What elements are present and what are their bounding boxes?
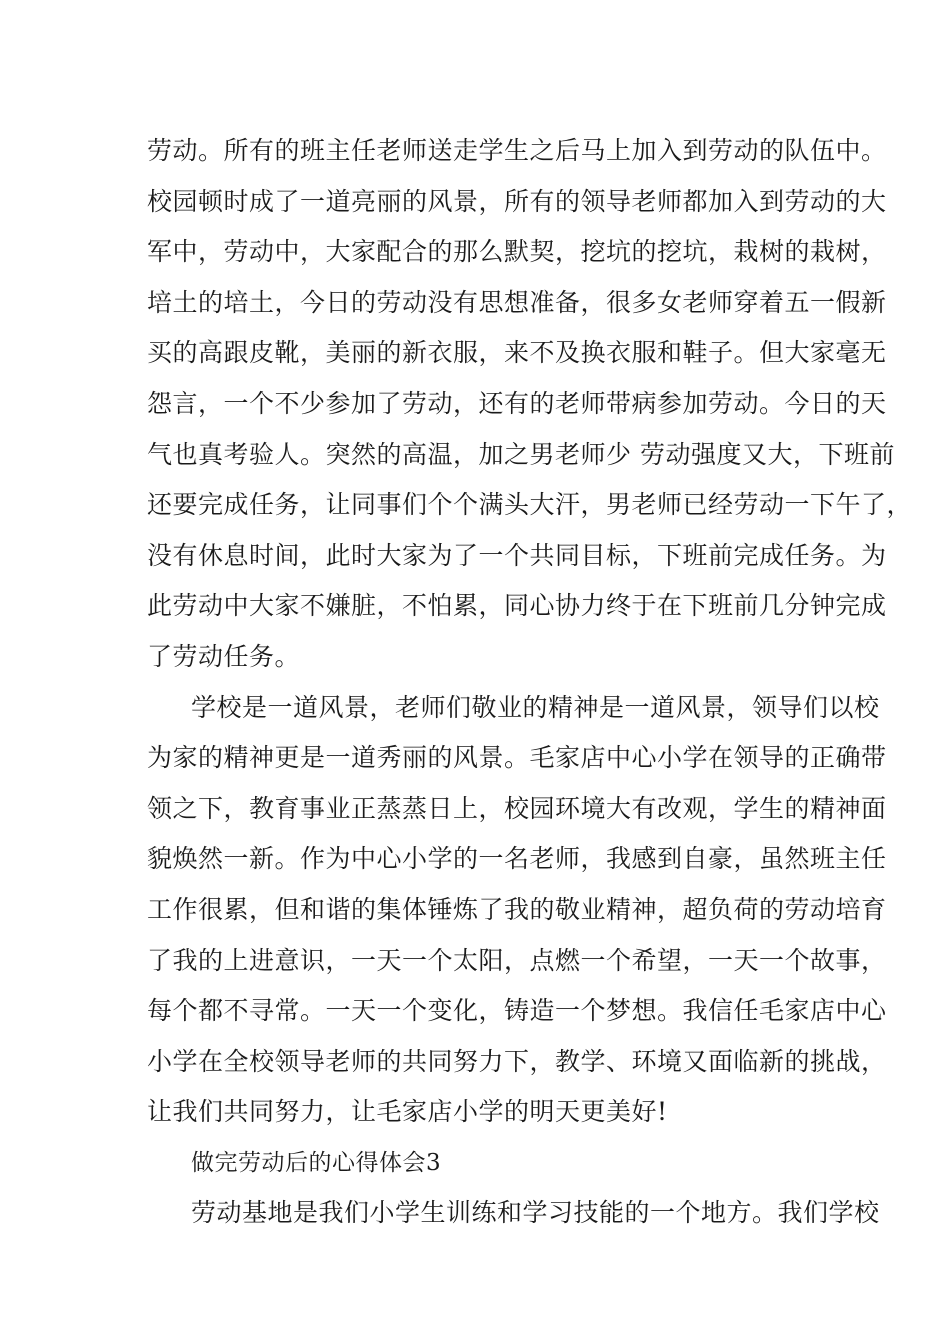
text-line: 貌焕然一新。作为中心小学的一名老师，我感到自豪，虽然班主任 bbox=[147, 844, 887, 874]
text-line: 买的高跟皮靴，美丽的新衣服，来不及换衣服和鞋子。但大家毫无 bbox=[147, 338, 887, 368]
text-line: 怨言，一个不少参加了劳动，还有的老师带病参加劳动。今日的天 bbox=[147, 388, 887, 418]
text-line: 还要完成任务，让同事们个个满头大汗，男老师已经劳动一下午了， bbox=[147, 490, 913, 520]
text-line: 让我们共同努力，让毛家店小学的明天更美好! bbox=[147, 1097, 668, 1127]
text-line: 领之下，教育事业正蒸蒸日上，校园环境大有改观，学生的精神面 bbox=[147, 793, 887, 823]
text-line: 每个都不寻常。一天一个变化，铸造一个梦想。我信任毛家店中心 bbox=[147, 996, 887, 1026]
text-line: 校园顿时成了一道亮丽的风景，所有的领导老师都加入到劳动的大 bbox=[147, 186, 887, 216]
text-line: 学校是一道风景，老师们敬业的精神是一道风景，领导们以校 bbox=[191, 692, 880, 722]
text-line: 此劳动中大家不嫌脏，不怕累，同心协力终于在下班前几分钟完成 bbox=[147, 591, 887, 621]
text-line: 劳动。所有的班主任老师送走学生之后马上加入到劳动的队伍中。 bbox=[147, 136, 887, 165]
paragraph-3 bbox=[147, 1188, 880, 1239]
paragraph-2 bbox=[147, 683, 887, 1138]
text-line: 为家的精神更是一道秀丽的风景。毛家店中心小学在领导的正确带 bbox=[147, 743, 887, 773]
text-line: 劳动基地是我们小学生训练和学习技能的一个地方。我们学校 bbox=[191, 1198, 880, 1228]
text-line: 了我的上进意识，一天一个太阳，点燃一个希望，一天一个故事， bbox=[147, 945, 887, 975]
text-line: 培土的培土，今日的劳动没有思想准备，很多女老师穿着五一假新 bbox=[147, 287, 887, 317]
text-line: 没有休息时间，此时大家为了一个共同目标，下班前完成任务。为 bbox=[147, 540, 887, 570]
text-line: 了劳动任务。 bbox=[147, 641, 301, 671]
paragraph-1 bbox=[147, 126, 913, 683]
text-line: 军中，劳动中，大家配合的那么默契，挖坑的挖坑，栽树的栽树， bbox=[147, 237, 887, 267]
text-line: 工作很累，但和谐的集体锤炼了我的敬业精神，超负荷的劳动培育 bbox=[147, 894, 887, 924]
text-line: 小学在全校领导老师的共同努力下，教学、环境又面临新的挑战， bbox=[147, 1046, 887, 1076]
section-heading: 做完劳动后的心得体会3 bbox=[191, 1149, 442, 1176]
document-body bbox=[147, 126, 913, 1239]
text-line: 气也真考验人。突然的高温，加之男老师少 劳动强度又大，下班前 bbox=[147, 439, 895, 469]
